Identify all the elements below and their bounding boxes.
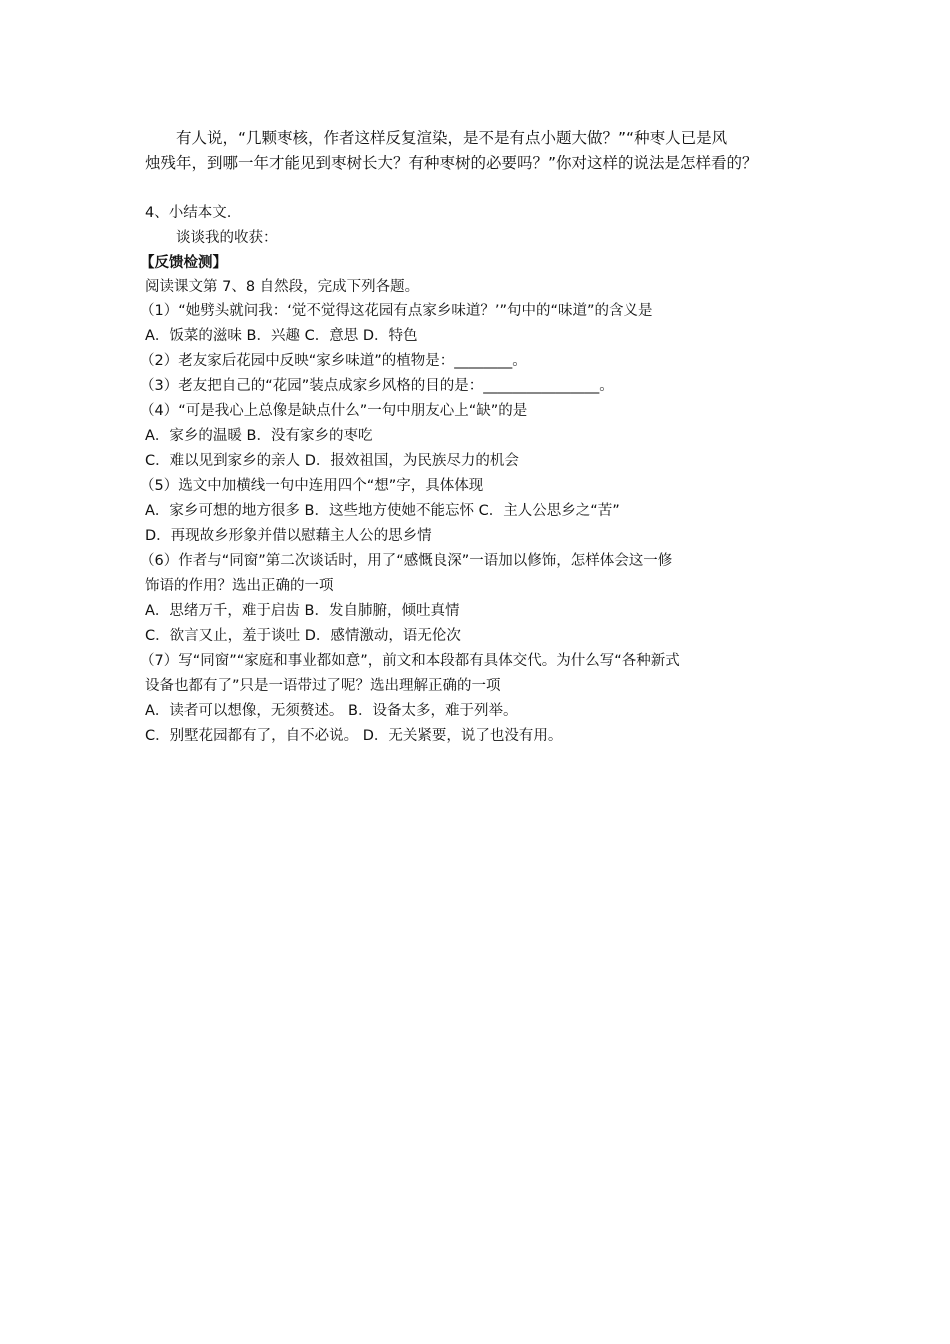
- option-line: C．别墅花园都有了，自不必说。 D．无关紧要，说了也没有用。: [145, 728, 563, 744]
- summary-heading: 4、小结本文.: [145, 205, 232, 221]
- question-line-continued: 饰语的作用？选出正确的一项: [145, 578, 334, 594]
- question-line: （4）“可是我心上总像是缺点什么”一句中朋友心上“缺”的是: [140, 403, 528, 419]
- option-line: A．饭菜的滋味 B．兴趣 C．意思 D．特色: [145, 328, 418, 344]
- question-line-continued: 设备也都有了”只是一语带过了呢？选出理解正确的一项: [145, 678, 501, 694]
- option-line: C．难以见到家乡的亲人 D．报效祖国，为民族尽力的机会: [145, 453, 519, 469]
- question-line: （3）老友把自己的“花园”装点成家乡风格的目的是：________________。: [140, 378, 614, 394]
- option-line: D．再现故乡形象并借以慰藉主人公的思乡情: [145, 528, 432, 544]
- option-line: A．家乡的温暖 B．没有家乡的枣吃: [145, 428, 373, 444]
- summary-prompt: 谈谈我的收获：: [176, 230, 278, 246]
- option-line: A．读者可以想像，无须赘述。 B．设备太多，难于列举。: [145, 703, 518, 719]
- feedback-heading: 【反馈检测】: [140, 255, 227, 271]
- option-line: A．思绪万千，难于启齿 B．发自肺腑，倾吐真情: [145, 603, 460, 619]
- option-line: A．家乡可想的地方很多 B．这些地方使她不能忘怀 C．主人公思乡之“苦”: [145, 503, 620, 519]
- question-line: （5）选文中加横线一句中连用四个“想”字，具体体现: [140, 478, 484, 494]
- discussion-line-1: 有人说，“几颗枣核，作者这样反复渲染，是不是有点小题大做？”“种枣人已是风: [176, 129, 728, 147]
- question-line: （7）写“同窗”“家庭和事业都如意”，前文和本段都有具体交代。为什么写“各种新式: [140, 653, 680, 669]
- discussion-line-2: 烛残年，到哪一年才能见到枣树长大？有种枣树的必要吗？”你对这样的说法是怎样看的？: [145, 154, 758, 172]
- question-line: （2）老友家后花园中反映“家乡味道”的植物是：________。: [140, 353, 527, 369]
- feedback-intro: 阅读课文第 7、8 自然段，完成下列各题。: [145, 279, 420, 295]
- question-line: （1）“她劈头就问我：‘觉不觉得这花园有点家乡味道？’”句中的“味道”的含义是: [140, 303, 653, 319]
- question-line: （6）作者与“同窗”第二次谈话时，用了“感慨良深”一语加以修饰，怎样体会这一修: [140, 553, 673, 569]
- option-line: C．欲言又止，羞于谈吐 D．感情激动，语无伦次: [145, 628, 461, 644]
